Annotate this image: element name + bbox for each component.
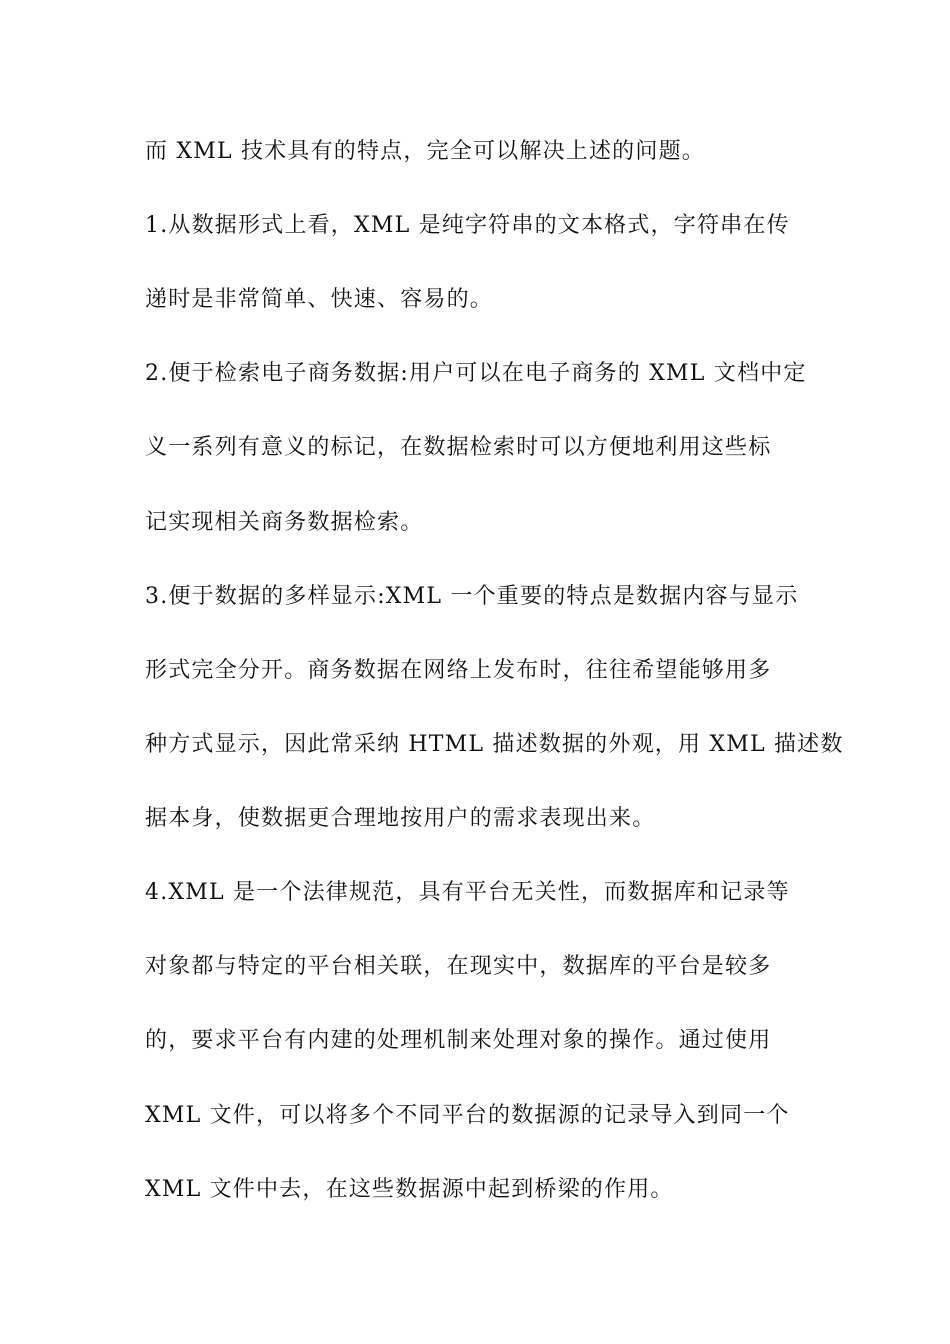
text-line: 对象都与特定的平台相关联，在现实中，数据库的平台是较多 (145, 954, 772, 979)
text-line: 而 XML 技术具有的特点，完全可以解决上述的问题。 (145, 139, 705, 164)
text-line: 记实现相关商务数据检索。 (145, 510, 424, 535)
text-line: 形式完全分开。商务数据在网络上发布时，往往希望能够用多 (145, 658, 772, 683)
text-line: 义一系列有意义的标记，在数据检索时可以方便地利用这些标 (145, 435, 772, 460)
text-line: 递时是非常简单、快速、容易的。 (145, 287, 494, 312)
text-line: XML 文件中去，在这些数据源中起到桥梁的作用。 (145, 1177, 674, 1202)
text-line: 3.便于数据的多样显示:XML 一个重要的特点是数据内容与显示 (145, 584, 799, 609)
text-line: 2.便于检索电子商务数据:用户可以在电子商务的 XML 文档中定 (145, 361, 807, 386)
text-line: XML 文件，可以将多个不同平台的数据源的记录导入到同一个 (145, 1103, 790, 1128)
text-line: 的，要求平台有内建的处理机制来处理对象的操作。通过使用 (145, 1028, 772, 1053)
text-line: 4.XML 是一个法律规范，具有平台无关性，而数据库和记录等 (145, 880, 790, 905)
text-line: 据本身，使数据更合理地按用户的需求表现出来。 (145, 806, 656, 831)
text-line: 种方式显示，因此常采纳 HTML 描述数据的外观，用 XML 描述数 (145, 732, 844, 757)
text-line: 1.从数据形式上看，XML 是纯字符串的文本格式，字符串在传 (145, 213, 790, 238)
